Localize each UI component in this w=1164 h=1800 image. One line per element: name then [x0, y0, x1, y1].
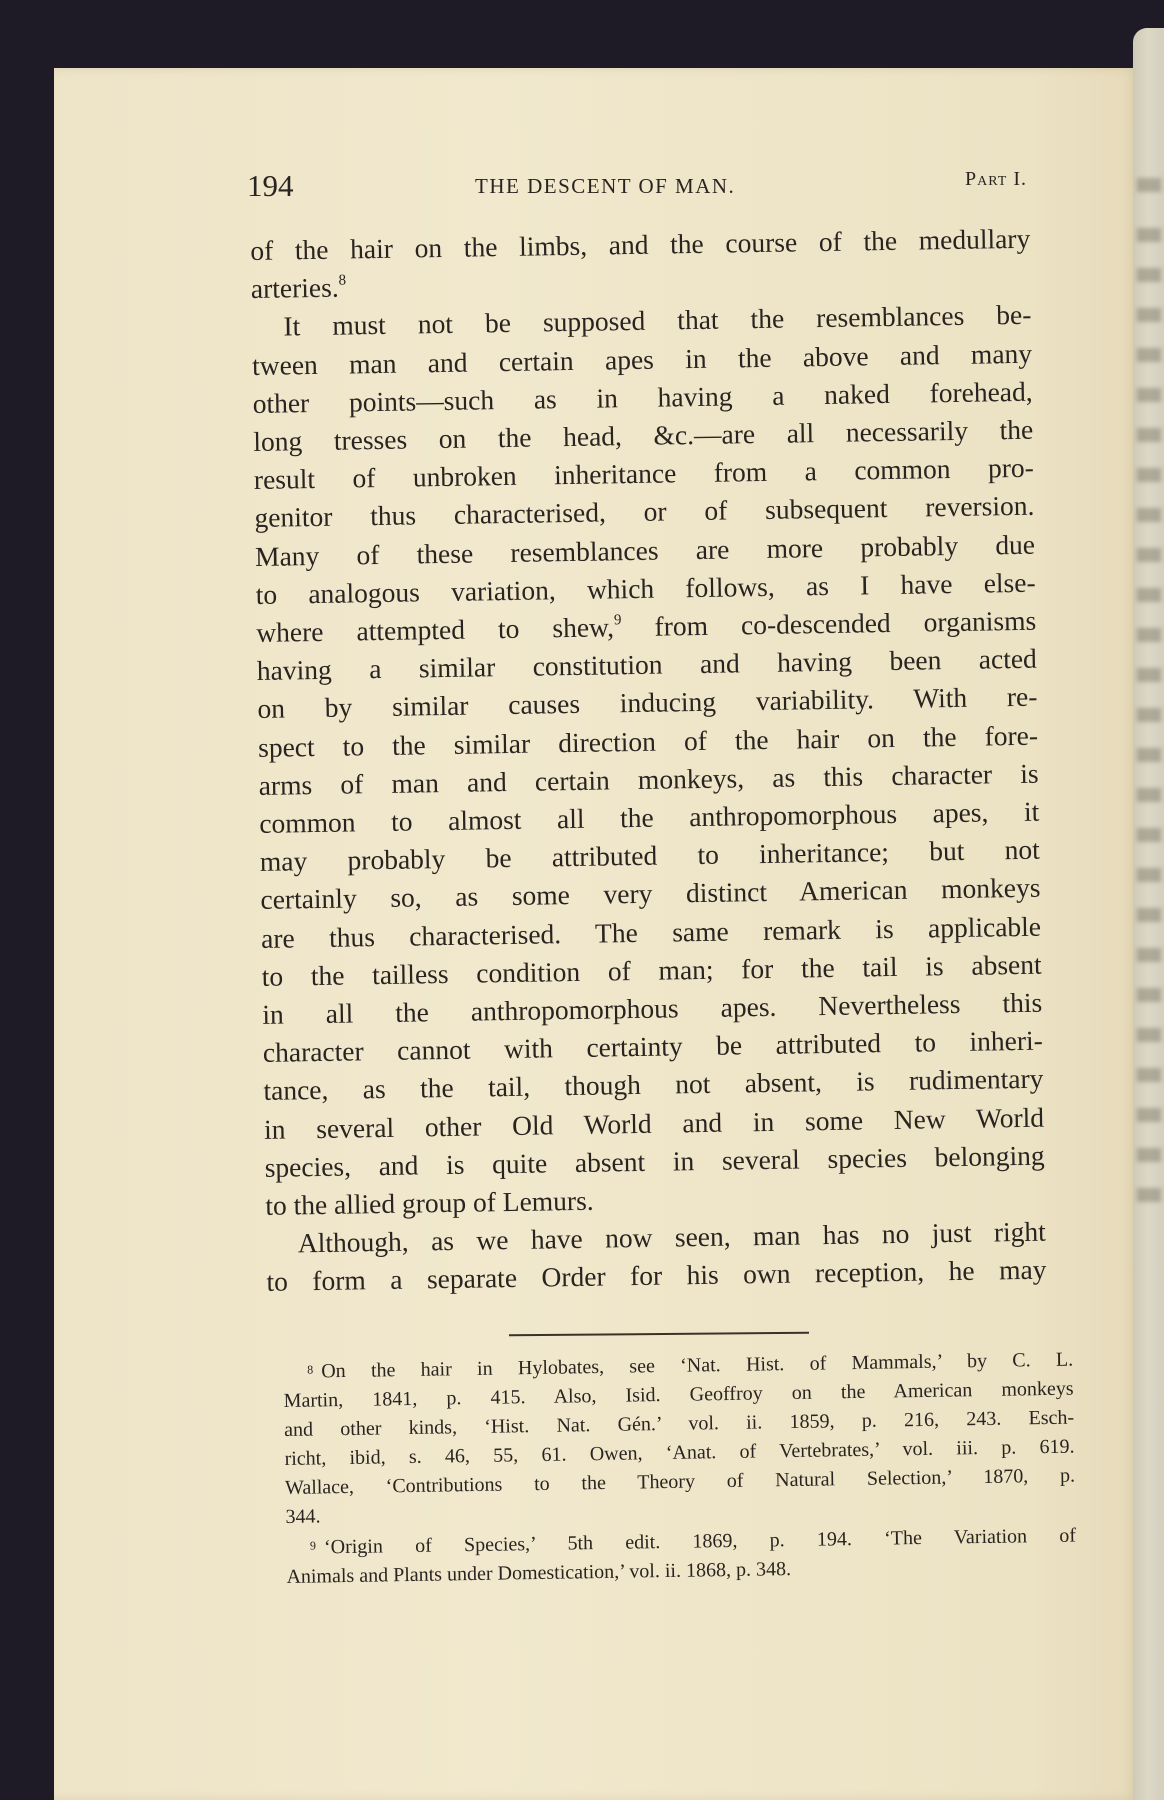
- text-line: to analogous variation, which follows, as I have else-: [255, 566, 1036, 610]
- text-line: spect to the similar direction of the hair on the fore-: [257, 719, 1039, 763]
- footnote-line: and other kinds, ‘Hist. Nat. Gén.’ vol. ii. 1859, p. 216, 243. Esch-: [283, 1406, 1075, 1441]
- footnote-line: richt, ibid, s. 46, 55, 61. Owen, ‘Anat. of Vertebrates,’ vol. iii. p. 619.: [284, 1435, 1075, 1470]
- footnotes: [283, 1344, 1077, 1592]
- text-line: certainly so, as some very distinct American monkeys: [260, 872, 1041, 916]
- footnote-line: Wallace, ‘Contributions to the Theory of Natural Selection,’ 1870, p.: [284, 1464, 1076, 1499]
- text-line: may probably be attributed to inheritance; but not: [259, 833, 1041, 878]
- text-line: where attempted to shew,$^9$ from co-descended organisms: [256, 604, 1037, 648]
- footnote-line: 344.: [285, 1505, 321, 1528]
- text-line: to the tailless condition of man; for the tail is absent: [261, 948, 1042, 992]
- footnote-ref[interactable]: 8: [338, 272, 347, 289]
- text-line: Although, as we have now seen, man has no just right: [297, 1215, 1047, 1259]
- footnote-marker: 9: [309, 1538, 317, 1553]
- running-title: THE DESCENT OF MAN.: [475, 174, 736, 198]
- text-line: character cannot with certainty be attributed to inheri-: [262, 1024, 1044, 1069]
- text-line: other points—such as in having a naked forehead,: [252, 375, 1033, 419]
- footnote-marker: 8: [307, 1362, 314, 1377]
- text-line: on by similar causes inducing variability. With re-: [257, 681, 1038, 725]
- text-line: tance, as the tail, though not absent, is rudimentary: [263, 1063, 1044, 1107]
- text-line: having a similar constitution and having been acted: [256, 642, 1038, 687]
- running-header: [247, 168, 1027, 208]
- footnote-line: Animals and Plants under Domestication,’ vol. ii. 1868, p. 348.: [286, 1558, 792, 1588]
- text-line: tween man and certain apes in the above and many: [251, 337, 1033, 381]
- page-number: 194: [247, 168, 294, 203]
- part-label: Part I.: [965, 168, 1027, 190]
- text-line: species, and is quite absent in several species belonging: [264, 1139, 1045, 1183]
- facing-page-edge: [1133, 28, 1164, 1800]
- footnote-8: $^8$ On the hair in Hylobates, see ‘Nat. Hist. of Mammals,’ by C. L.: [307, 1348, 1074, 1383]
- text-line: in all the anthropomorphous apes. Nevertheless this: [262, 986, 1043, 1030]
- text-line: arms of man and certain monkeys, as this character is: [258, 757, 1039, 801]
- footnote-9: $^9$ ‘Origin of Species,’ 5th edit. 1869, p. 194. ‘The Variation of: [309, 1524, 1077, 1559]
- text-line: to the allied group of Lemurs.: [265, 1184, 594, 1221]
- text-line: result of unbroken inheritance from a common pro-: [253, 451, 1035, 496]
- text-line: of the hair on the limbs, and the course of the medullary: [250, 222, 1031, 266]
- text-line: arteries.$^8$: [250, 271, 347, 305]
- text-line: long tresses on the head, &c.—are all necessarily the: [253, 413, 1034, 457]
- body-text: [250, 220, 1047, 1302]
- text-line: to form a separate Order for his own reception, he may: [266, 1254, 1047, 1298]
- text-line: are thus characterised. The same remark is applicable: [260, 910, 1042, 954]
- text-line: It must not be supposed that the resemblances be-: [283, 299, 1032, 342]
- text-line: genitor thus characterised, or of subsequent reversion.: [254, 490, 1035, 534]
- text-line: in several other Old World and in some New World: [263, 1101, 1045, 1145]
- text-line: common to almost all the anthropomorphous apes, it: [259, 795, 1040, 839]
- footnote-line: Martin, 1841, p. 415. Also, Isid. Geoffroy on the American monkeys: [283, 1377, 1074, 1412]
- text-line: Many of these resemblances are more probably due: [254, 528, 1036, 572]
- footnote-ref[interactable]: 9: [613, 612, 622, 629]
